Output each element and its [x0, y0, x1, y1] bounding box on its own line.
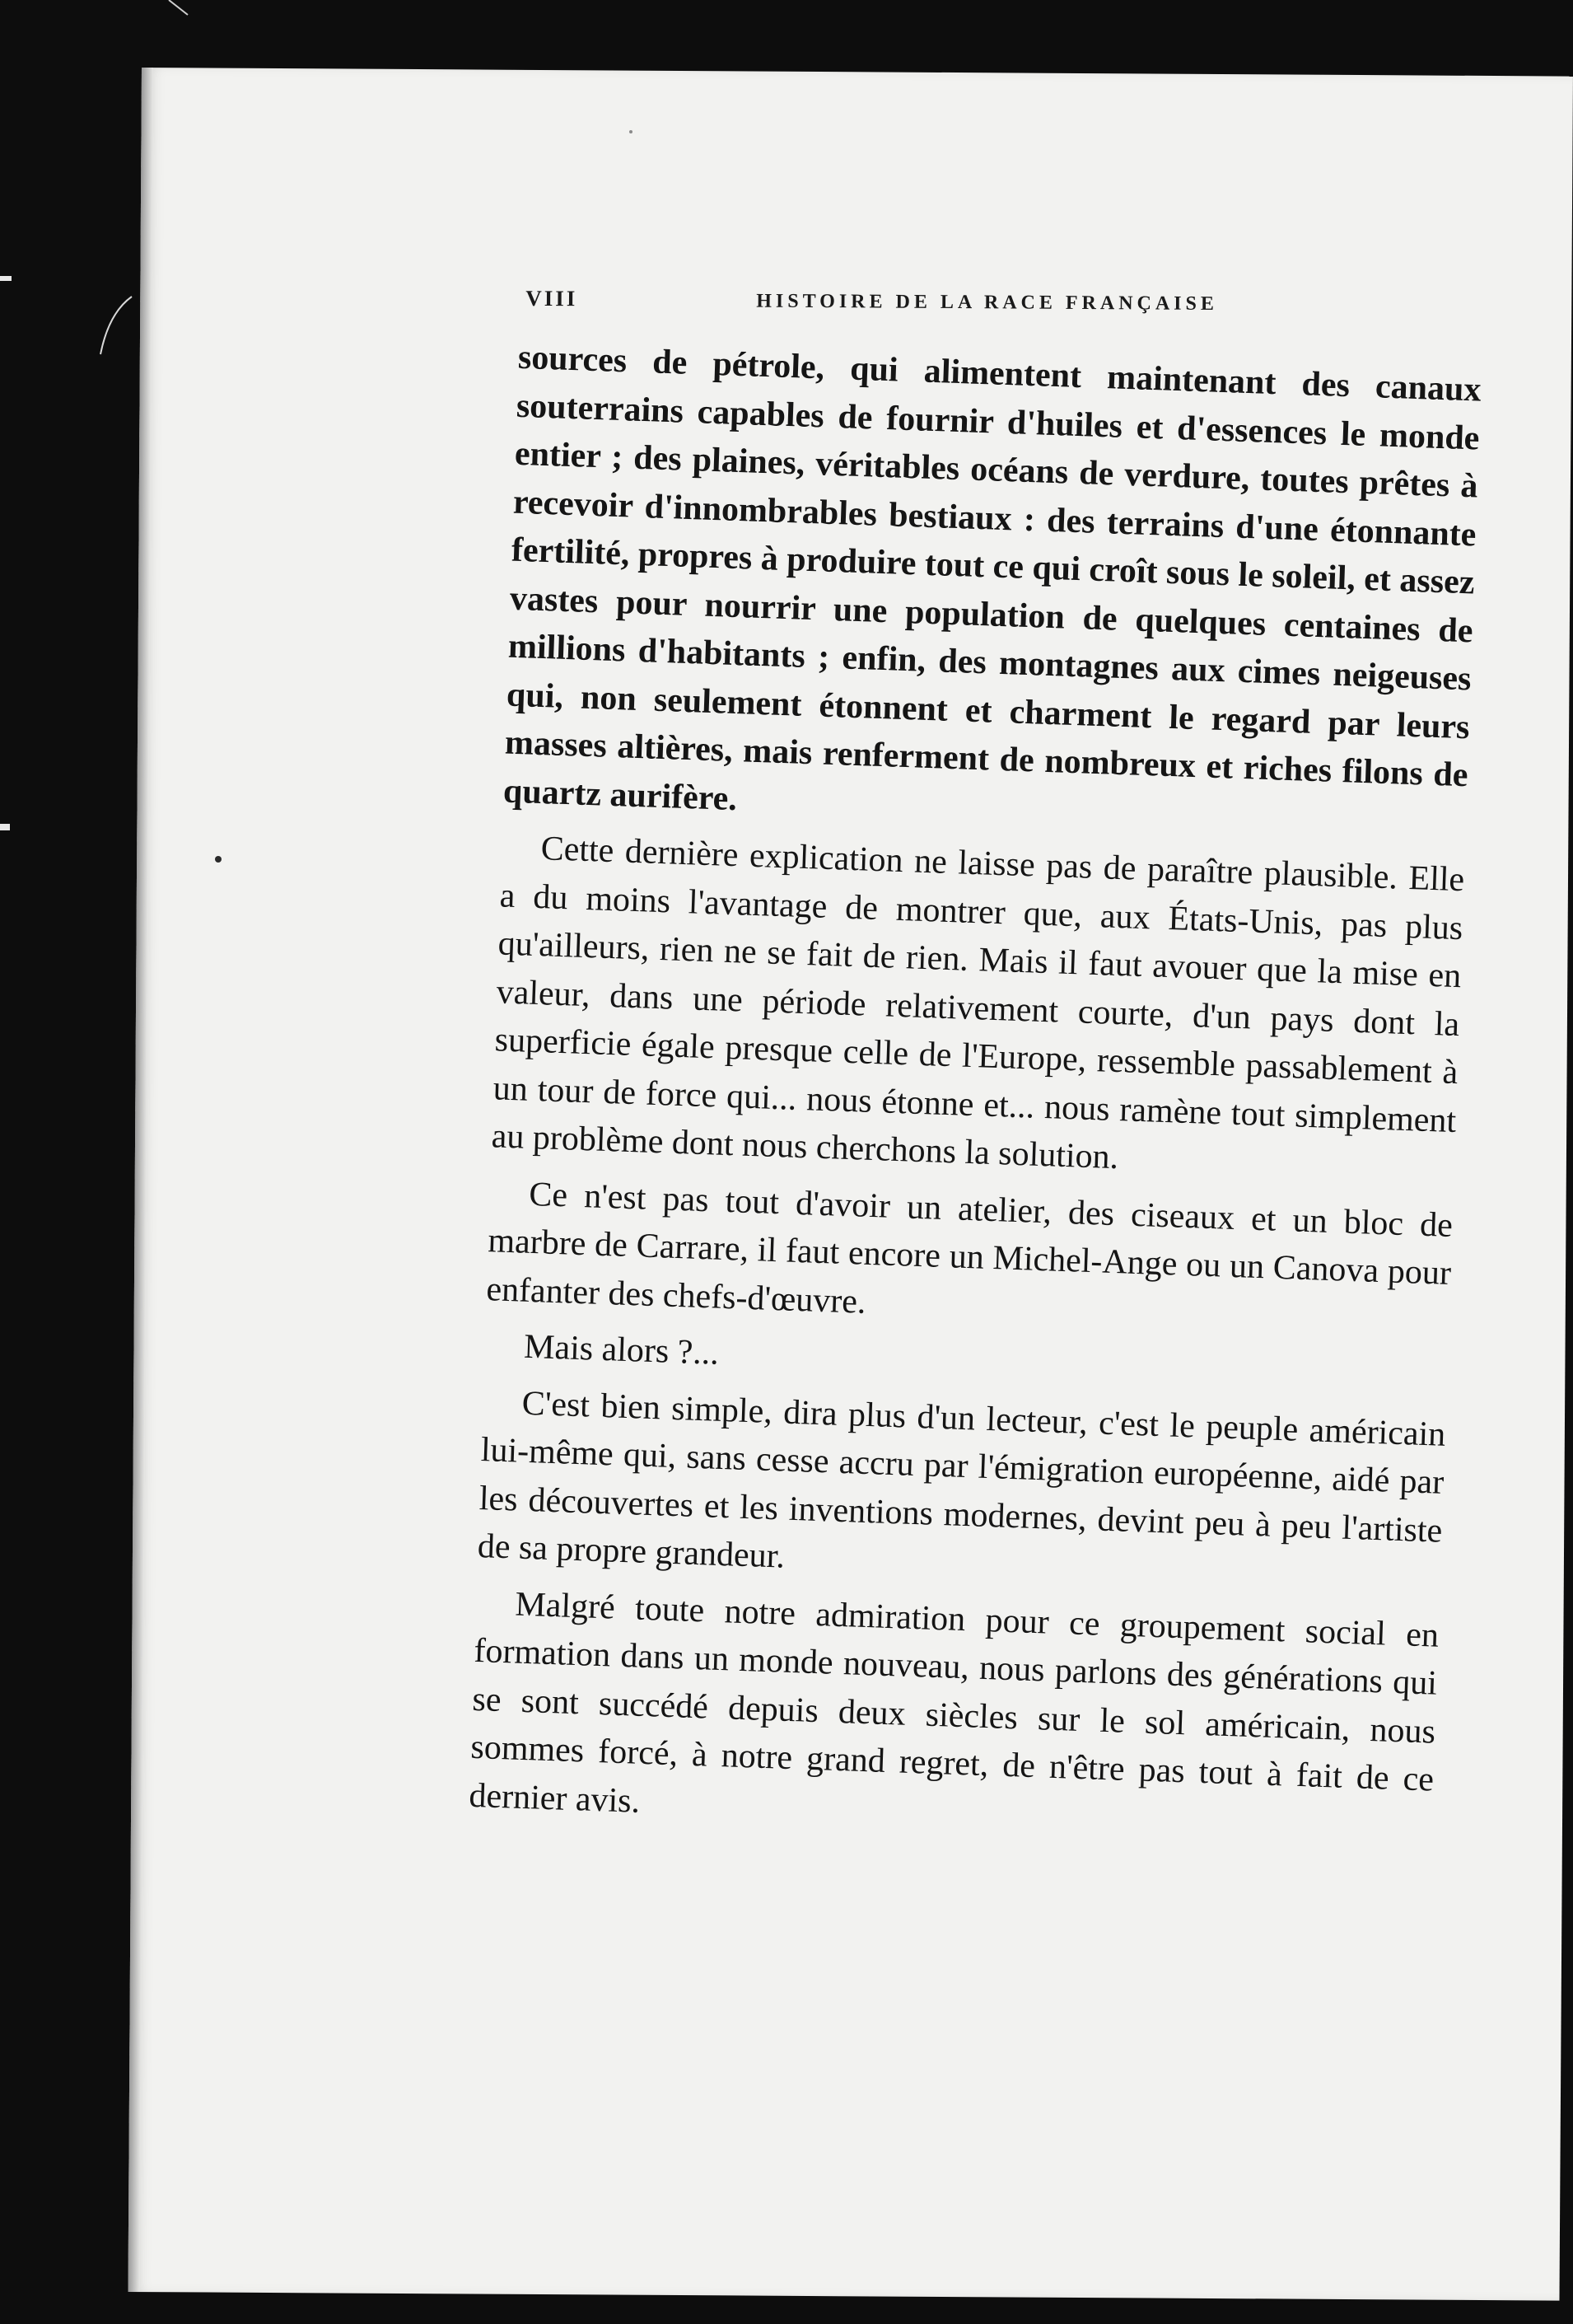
paragraph: Malgré toute notre admiration pour ce groupement social en formation dans un monde nouveau, nous parlons des générations qui se sont succédé depuis deux siècles sur le sol américain, nous sommes forcé, à notre grand regret, de n'être pas tout à fait de ce dernier avis. [468, 1585, 1440, 1821]
paragraph: Mais alors ?... [523, 1327, 720, 1372]
scan-scratch [169, 0, 188, 15]
paragraph: Ce n'est pas tout d'avoir un atelier, des ciseaux et un bloc de marbre de Carrare, il faut encore un Michel-Ange ou un Canova pour enfanter des chefs-d'œuvre. [485, 1175, 1454, 1321]
paragraph: Cette dernière explication ne laisse pas de paraître plausible. Elle a du moins l'avantage de montrer que, aux États-Unis, pas plus qu'ailleurs, rien ne se fait de rien. Mais il faut avouer que la mise en valeur, dans une période relativement courte, d'un pays dont la superficie égale presque celle de l'Europe, ressemble passablement à un tour de force qui... nous étonne et... nous ramène tout simplement au problème dont nous cherchons la solution. [491, 830, 1465, 1177]
scan-scratch [100, 297, 132, 354]
paragraph: sources de pétrole, qui alimentent maintenant des canaux souterrains capables de fournir d'huiles et d'essences le monde entier ; des plaines, véritables océans de verdure, toutes prêtes à recevoir d'innombrables bestiaux : des terrains d'une étonnante fertilité, propres à produire tout ce qui croît sous le soleil, et assez vastes pour nourrir une population de quelques centaines de millions d'habitants ; enfin, des montagnes aux cimes neigeuses qui, non seulement étonnent et charment le regard par leurs masses altières, mais renferment de nombreux et riches filons de quartz aurifère. [502, 338, 1482, 818]
scan-mark [0, 824, 10, 830]
page-header [525, 286, 1519, 325]
page-number: VIII [525, 285, 578, 311]
book-page [128, 68, 1573, 2301]
running-title: HISTOIRE DE LA RACE FRANÇAISE [756, 290, 1219, 315]
paragraph: C'est bien simple, dira plus d'un lecteur, c'est le peuple américain lui-même qui, sans cesse accru par l'émigration européenne, aidé par les découvertes et les inventions modernes, devint peu à peu l'artiste de sa propre grandeur. [477, 1384, 1446, 1576]
body-text [468, 334, 1482, 1861]
scan-mark [0, 276, 12, 281]
